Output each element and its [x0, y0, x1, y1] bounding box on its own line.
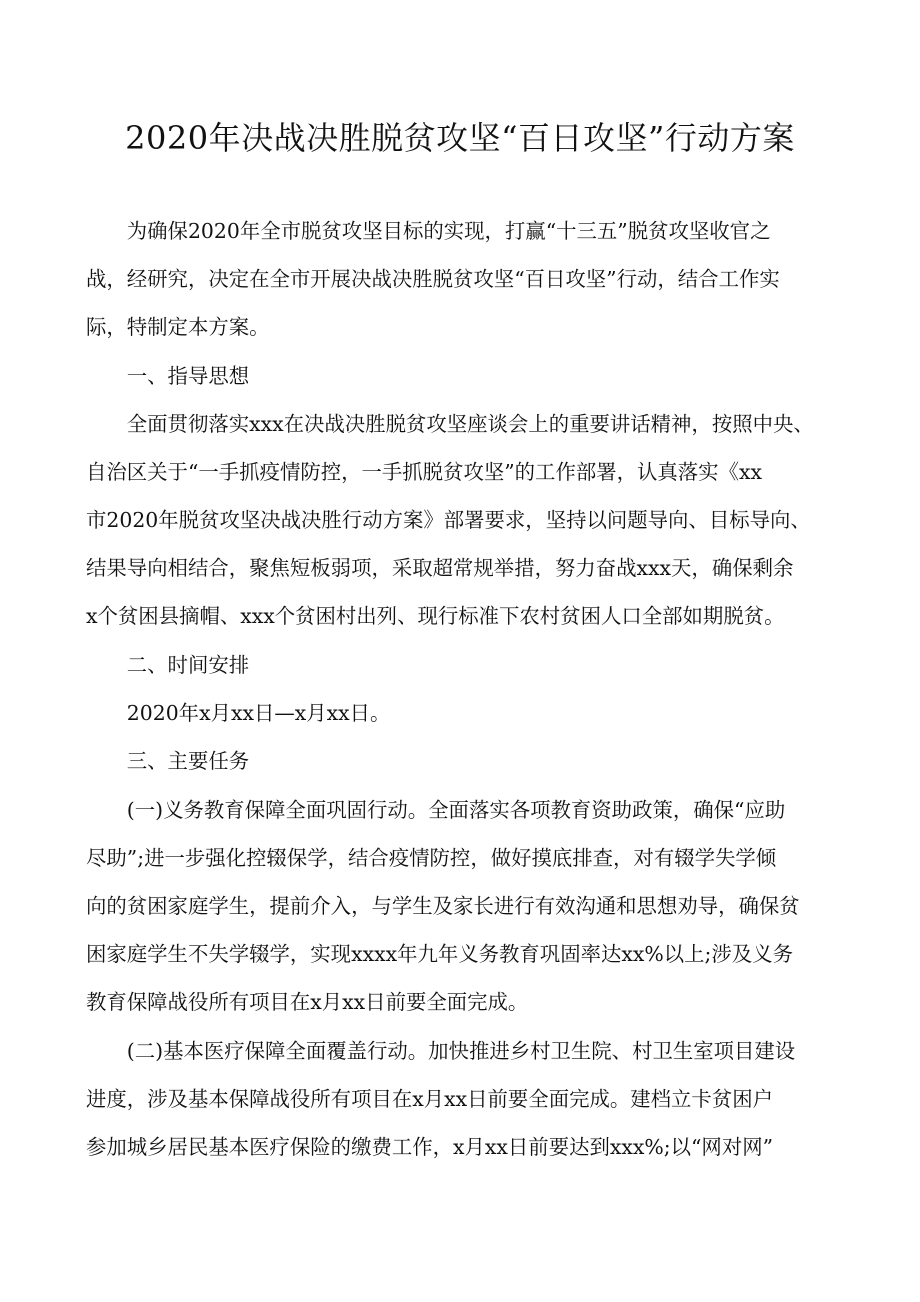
body-line: 际，特制定本方案。: [86, 315, 270, 339]
body-line: 战，经研究，决定在全市开展决战决胜脱贫攻坚“百日攻坚”行动，结合工作实: [86, 267, 780, 291]
body-line: 为确保2020年全市脱贫攻坚目标的实现，打赢“十三五”脱贫攻坚收官之: [86, 219, 771, 243]
section-heading: 二、时间安排: [86, 653, 250, 677]
body-line: (一)义务教育保障全面巩固行动。全面落实各项教育资助政策，确保“应助: [86, 798, 786, 822]
body-line: 向的贫困家庭学生，提前介入，与学生及家长进行有效沟通和思想劝导，确保贫: [86, 894, 800, 918]
document-title: 2020年决战决胜脱贫攻坚“百日攻坚”行动方案: [125, 119, 795, 157]
body-line: 进度，涉及基本保障战役所有项目在x月xx日前要全面完成。建档立卡贫困户: [86, 1087, 773, 1111]
body-line: 参加城乡居民基本医疗保险的缴费工作，x月xx日前要达到xxx%;以“网对网”: [86, 1135, 774, 1159]
section-heading: 一、指导思想: [86, 364, 250, 388]
body-line: x个贫困县摘帽、xxx个贫困村出列、现行标准下农村贫困人口全部如期脱贫。: [86, 604, 785, 628]
body-line: 尽助”;进一步强化控辍保学，结合疫情防控，做好摸底排查，对有辍学失学倾: [86, 846, 777, 870]
body-line: 教育保障战役所有项目在x月xx日前要全面完成。: [86, 990, 529, 1014]
body-line: 结果导向相结合，聚焦短板弱项，采取超常规举措，努力奋战xxx天，确保剩余: [86, 556, 794, 580]
body-line: 2020年x月xx日—x月xx日。: [86, 701, 391, 725]
section-heading: 三、主要任务: [86, 749, 250, 773]
body-line: 全面贯彻落实xxx在决战决胜脱贫攻坚座谈会上的重要讲话精神，按照中央、: [86, 412, 814, 436]
body-line: (二)基本医疗保障全面覆盖行动。加快推进乡村卫生院、村卫生室项目建设: [86, 1039, 796, 1063]
body-line: 困家庭学生不失学辍学，实现xxxx年九年义务教育巩固率达xx%以上;涉及义务: [86, 942, 793, 966]
body-line: 市2020年脱贫攻坚决战决胜行动方案》部署要求，坚持以问题导向、目标导向、: [86, 508, 811, 532]
body-line: 自治区关于“一手抓疫情防控，一手抓脱贫攻坚”的工作部署，认真落实《xx: [86, 460, 762, 484]
